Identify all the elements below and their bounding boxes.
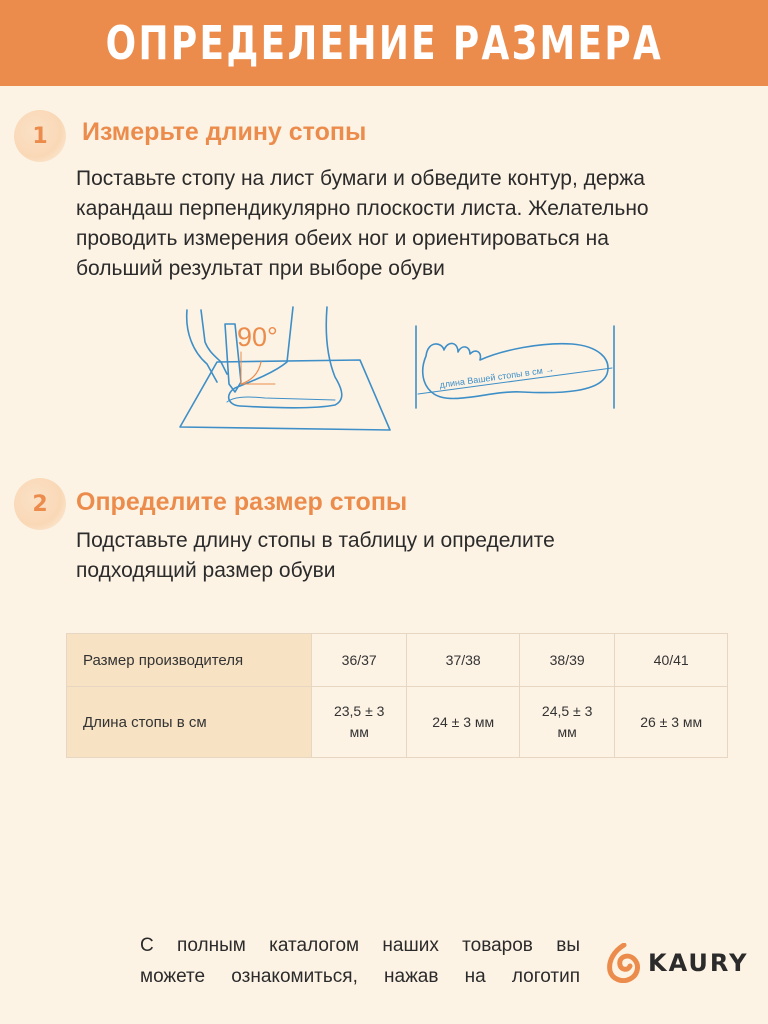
- table-cell-length: [312, 687, 407, 758]
- step-1-number: 1: [32, 123, 48, 149]
- table-cell-size: 37/38: [407, 634, 520, 687]
- table-cell-length: [615, 687, 728, 758]
- table-cell-length: [407, 687, 520, 758]
- step-1-badge: [14, 110, 66, 162]
- step-1-instructions: [76, 164, 649, 284]
- step-1-line: проводить измерения обеих ног и ориентироваться на: [76, 227, 609, 250]
- table-cell-size: 38/39: [519, 634, 614, 687]
- catalog-hint-line: можете ознакомиться, нажав на логотип: [140, 966, 580, 987]
- step-1-line: карандаш перпендикулярно плоскости листа. Желательно: [76, 197, 649, 220]
- catalog-hint: [140, 930, 580, 992]
- step-2-title: Определите размер стопы: [76, 488, 408, 516]
- step-1-title: Измерьте длину стопы: [82, 118, 367, 146]
- table-cell-size: 40/41: [615, 634, 728, 687]
- foot-measuring-illustration: [175, 302, 400, 434]
- foot-length-label: длина Вашей стопы в см →: [438, 363, 555, 390]
- length-line-2: мм: [557, 724, 577, 740]
- length-line-1: 26 ± 3 мм: [640, 713, 703, 730]
- angle-label: 90°: [237, 322, 278, 352]
- step-2-badge: [14, 478, 66, 530]
- table-cell-length: [519, 687, 614, 758]
- size-table: [66, 633, 728, 758]
- table-row: [67, 634, 728, 687]
- table-cell-size: 36/37: [312, 634, 407, 687]
- page-title: ОПРЕДЕЛЕНИЕ РАЗМЕРА: [105, 16, 663, 70]
- step-2-number: 2: [32, 491, 48, 517]
- header-banner: [0, 0, 768, 86]
- logo-text: KAURY: [648, 949, 749, 977]
- catalog-hint-line: С полным каталогом наших товаров вы: [140, 935, 580, 956]
- step-1-line: Поставьте стопу на лист бумаги и обведите контур, держа: [76, 167, 645, 190]
- step-2-instructions: [76, 526, 555, 586]
- length-line-2: мм: [349, 724, 369, 740]
- kaury-logo-icon: [606, 943, 642, 983]
- step-1-line: больший результат при выборе обуви: [76, 257, 445, 280]
- length-line-1: 24 ± 3 мм: [432, 713, 495, 730]
- foot-length-illustration: [412, 322, 622, 412]
- kaury-logo-link[interactable]: [606, 943, 748, 983]
- step-2-line: подходящий размер обуви: [76, 559, 336, 582]
- hand-outline: [187, 310, 227, 382]
- length-line-1: 23,5 ± 3: [333, 703, 385, 719]
- row-header-length: Длина стопы в см: [67, 687, 312, 758]
- length-line-1: 24,5 ± 3: [541, 703, 593, 719]
- row-header-size: Размер производителя: [67, 634, 312, 687]
- table-row: [67, 687, 728, 758]
- step-2-line: Подставьте длину стопы в таблицу и определите: [76, 529, 555, 552]
